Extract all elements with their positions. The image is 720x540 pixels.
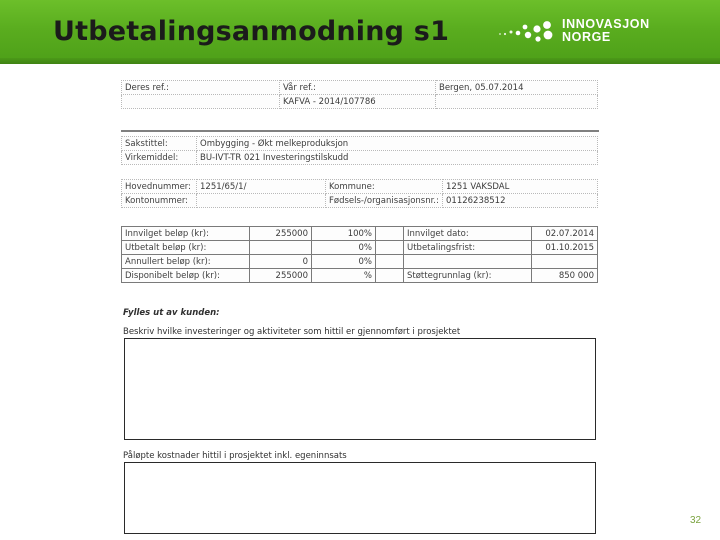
place-date: Bergen, 05.07.2014: [436, 81, 598, 95]
payment-request-form: [121, 76, 599, 536]
logo-line-2: NORGE: [562, 30, 611, 44]
fodsels-label: Fødsels-/organisasjonsnr.:: [326, 194, 443, 208]
kontonummer-value: [197, 194, 326, 208]
amount-row: [122, 269, 598, 283]
amount-right-value: 01.10.2015: [532, 241, 598, 255]
var-ref-label: Vår ref.:: [280, 81, 436, 95]
amount-label: Utbetalt beløp (kr):: [122, 241, 250, 255]
fodsels-value: 01126238512: [443, 194, 598, 208]
virkemiddel-label: Virkemiddel:: [122, 151, 197, 165]
empty-cell: [436, 95, 598, 109]
page-title: Utbetalingsanmodning s1: [53, 16, 450, 47]
amount-percent: 100%: [312, 227, 376, 241]
amount-row: [122, 255, 598, 269]
page-number: 32: [690, 515, 702, 526]
amount-right-value: [532, 255, 598, 269]
amount-right-value: 02.07.2014: [532, 227, 598, 241]
amount-value: 0: [250, 255, 312, 269]
sakstittel-value: Ombygging - Økt melkeproduksjon: [197, 137, 598, 151]
amounts-table: [121, 226, 598, 283]
references-table: [121, 80, 598, 109]
amount-right-label: Innvilget dato:: [404, 227, 532, 241]
hovednummer-label: Hovednummer:: [122, 180, 197, 194]
amount-row: [122, 227, 598, 241]
header-band: [0, 0, 720, 64]
spacer-cell: [376, 227, 404, 241]
amount-right-label: Støttegrunnlag (kr):: [404, 269, 532, 283]
amount-right-label: [404, 255, 532, 269]
spacer-cell: [376, 241, 404, 255]
amount-label: Innvilget beløp (kr):: [122, 227, 250, 241]
deres-ref-value: [122, 95, 280, 109]
virkemiddel-value: BU-IVT-TR 021 Investeringstilskudd: [197, 151, 598, 165]
header-shadow: [0, 58, 720, 64]
question-investments: Beskriv hvilke investeringer og aktiviteter som hittil er gjennomført i prosjektet: [123, 327, 461, 337]
sakstittel-label: Sakstittel:: [122, 137, 197, 151]
deres-ref-label: Deres ref.:: [122, 81, 280, 95]
amount-value: 255000: [250, 269, 312, 283]
amount-row: [122, 241, 598, 255]
amount-percent: 0%: [312, 255, 376, 269]
logo-wordmark: [562, 18, 650, 44]
amount-right-value: 850 000: [532, 269, 598, 283]
amount-label: Disponibelt beløp (kr):: [122, 269, 250, 283]
amount-value: [250, 241, 312, 255]
amount-right-label: Utbetalingsfrist:: [404, 241, 532, 255]
kommune-label: Kommune:: [326, 180, 443, 194]
customer-heading: Fylles ut av kunden:: [123, 308, 220, 318]
spacer-cell: [376, 255, 404, 269]
amount-percent: 0%: [312, 241, 376, 255]
dots-logo-icon: [492, 18, 558, 48]
kommune-value: 1251 VAKSDAL: [443, 180, 598, 194]
costs-textbox[interactable]: [124, 462, 596, 534]
separator-line: [121, 130, 599, 132]
amount-value: 255000: [250, 227, 312, 241]
kontonummer-label: Kontonummer:: [122, 194, 197, 208]
spacer-cell: [376, 269, 404, 283]
var-ref-value: KAFVA - 2014/107786: [280, 95, 436, 109]
property-table: [121, 179, 598, 208]
amount-percent: %: [312, 269, 376, 283]
project-table: [121, 136, 598, 165]
amount-label: Annullert beløp (kr):: [122, 255, 250, 269]
question-costs: Påløpte kostnader hittil i prosjektet inkl. egeninnsats: [123, 451, 347, 461]
logo-line-1: INNOVASJON: [562, 17, 650, 31]
investments-textbox[interactable]: [124, 338, 596, 440]
hovednummer-value: 1251/65/1/: [197, 180, 326, 194]
